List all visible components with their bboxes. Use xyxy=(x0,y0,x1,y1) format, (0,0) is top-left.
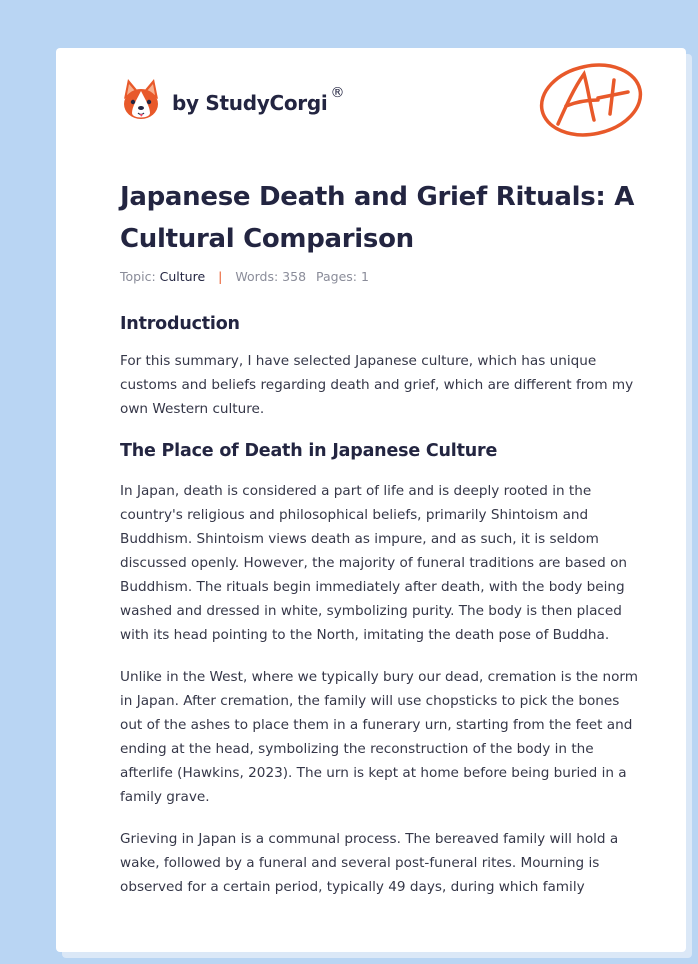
meta-separator: | xyxy=(218,269,223,284)
document-page xyxy=(56,48,686,952)
topic-label: Topic: xyxy=(120,269,156,284)
brand[interactable] xyxy=(120,76,344,124)
topic-link[interactable]: Culture xyxy=(159,269,206,284)
brand-name-text: by StudyCorgi xyxy=(172,91,328,115)
document-meta xyxy=(120,269,369,284)
section-heading: The Place of Death in Japanese Culture xyxy=(120,441,498,461)
brand-name xyxy=(172,85,345,115)
page-count: Pages: 1 xyxy=(316,269,369,284)
paragraph: In Japan, death is considered a part of life and is deeply rooted in the country's religious and philosophical beliefs, primarily Shintoism and Buddhism. Shintoism views death as impure, and as such, it is seldom discussed openly. However, the majority of funeral traditions are based on Buddhism. The rituals begin immediately after death, with the body being washed and dressed in white, symbolizing purity. The body is then placed with its head pointing to the North, imitating the death pose of Buddha. xyxy=(120,483,628,643)
page-title: Japanese Death and Grief Rituals: A Cultural Comparison xyxy=(120,182,635,254)
section-heading: Introduction xyxy=(120,314,240,334)
paragraph: Unlike in the West, where we typically bury our dead, cremation is the norm in Japan. After cremation, the family will use chopsticks to pick the bones out of the ashes to place them in a funerary urn, starting from the feet and ending at the head, symbolizing the reconstruction of the body in the afterlife (Hawkins, 2023). The urn is kept at home before being buried in a family grave. xyxy=(120,669,639,805)
document-body xyxy=(120,310,640,899)
corgi-icon xyxy=(120,77,162,123)
registered-mark: ® xyxy=(330,85,345,101)
paragraph: For this summary, I have selected Japanese culture, which has unique customs and beliefs regarding death and grief, which are different from my own Western culture. xyxy=(120,353,634,417)
paragraph: Grieving in Japan is a communal process. The bereaved family will hold a wake, followed by a funeral and several post-funeral rites. Mourning is observed for a certain period, typically 49 days, during which family xyxy=(120,831,619,895)
a-plus-grade-icon xyxy=(536,58,648,142)
word-count: Words: 358 xyxy=(235,269,307,284)
